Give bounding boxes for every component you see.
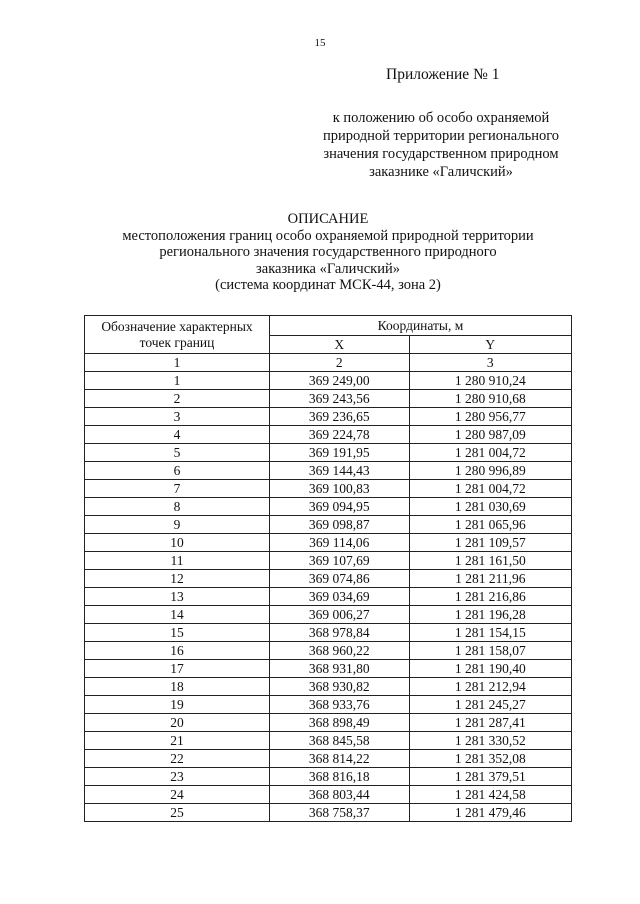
y-coordinate-cell: 1 281 424,58 — [409, 786, 571, 804]
y-coordinate-cell: 1 281 109,57 — [409, 534, 571, 552]
y-coordinate-cell: 1 281 161,50 — [409, 552, 571, 570]
table-row — [85, 660, 572, 678]
y-coordinate-cell: 1 281 216,86 — [409, 588, 571, 606]
table-row — [85, 714, 572, 732]
y-coordinate-cell: 1 281 004,72 — [409, 444, 571, 462]
x-coordinate-cell: 368 814,22 — [270, 750, 410, 768]
numbering-cell: 1 — [85, 354, 270, 372]
y-coordinate-cell: 1 281 379,51 — [409, 768, 571, 786]
x-coordinate-cell: 368 931,80 — [270, 660, 410, 678]
point-number-cell: 15 — [85, 624, 270, 642]
y-coordinate-cell: 1 281 158,07 — [409, 642, 571, 660]
page-number: 15 — [314, 37, 326, 49]
appendix-title: Приложение № 1 — [386, 66, 500, 83]
point-number-cell: 21 — [85, 732, 270, 750]
table-row — [85, 570, 572, 588]
x-coordinate-cell: 369 006,27 — [270, 606, 410, 624]
y-coordinate-cell: 1 281 154,15 — [409, 624, 571, 642]
description-line: (система координат МСК-44, зона 2) — [215, 277, 441, 293]
table-row — [85, 552, 572, 570]
description-line: заказника «Галичский» — [256, 260, 400, 277]
point-number-cell: 19 — [85, 696, 270, 714]
x-coordinate-cell: 369 100,83 — [270, 480, 410, 498]
numbering-cell: 3 — [409, 354, 571, 372]
y-coordinate-cell: 1 280 956,77 — [409, 408, 571, 426]
point-number-cell: 11 — [85, 552, 270, 570]
point-number-cell: 10 — [85, 534, 270, 552]
description-heading: ОПИСАНИЕ — [287, 211, 369, 227]
point-number-cell: 1 — [85, 372, 270, 390]
x-coordinate-cell: 369 236,65 — [270, 408, 410, 426]
coordinates-column-header: Координаты, м — [270, 316, 572, 336]
x-coordinate-cell: 369 191,95 — [270, 444, 410, 462]
point-number-cell: 4 — [85, 426, 270, 444]
point-column-header: Обозначение характерных точек границ — [85, 316, 270, 354]
table-row — [85, 642, 572, 660]
x-coordinate-cell: 368 803,44 — [270, 786, 410, 804]
y-coordinate-cell: 1 281 330,52 — [409, 732, 571, 750]
description-line: регионального значения государственного природного — [159, 244, 497, 260]
point-number-cell: 14 — [85, 606, 270, 624]
point-number-cell: 13 — [85, 588, 270, 606]
table-row — [85, 750, 572, 768]
x-coordinate-cell: 369 074,86 — [270, 570, 410, 588]
table-row — [85, 534, 572, 552]
y-coordinate-cell: 1 281 245,27 — [409, 696, 571, 714]
table-row — [85, 372, 572, 390]
point-number-cell: 7 — [85, 480, 270, 498]
table-row — [85, 732, 572, 750]
point-number-cell: 20 — [85, 714, 270, 732]
table-row — [85, 786, 572, 804]
table-row — [85, 462, 572, 480]
appendix-subtitle-line: к положению об особо охраняемой — [332, 110, 550, 126]
y-coordinate-cell: 1 281 065,96 — [409, 516, 571, 534]
y-coordinate-cell: 1 281 211,96 — [409, 570, 571, 588]
point-number-cell: 2 — [85, 390, 270, 408]
x-coordinate-cell: 369 243,56 — [270, 390, 410, 408]
y-coordinate-cell: 1 280 910,24 — [409, 372, 571, 390]
y-coordinate-cell: 1 280 987,09 — [409, 426, 571, 444]
description-block — [60, 211, 596, 294]
x-coordinate-cell: 369 144,43 — [270, 462, 410, 480]
point-number-cell: 24 — [85, 786, 270, 804]
x-coordinate-cell: 368 930,82 — [270, 678, 410, 696]
x-coordinate-cell: 368 816,18 — [270, 768, 410, 786]
table-row — [85, 498, 572, 516]
table-row — [85, 516, 572, 534]
numbering-cell: 2 — [270, 354, 410, 372]
x-coordinate-cell: 368 845,58 — [270, 732, 410, 750]
point-number-cell: 25 — [85, 804, 270, 822]
table-row — [85, 588, 572, 606]
appendix-subtitle-line: значения государственном природном — [323, 146, 559, 162]
point-number-cell: 18 — [85, 678, 270, 696]
table-row — [85, 426, 572, 444]
x-coordinate-cell: 368 960,22 — [270, 642, 410, 660]
point-number-cell: 8 — [85, 498, 270, 516]
point-number-cell: 9 — [85, 516, 270, 534]
table-row — [85, 444, 572, 462]
table-row — [85, 768, 572, 786]
y-coordinate-cell: 1 280 996,89 — [409, 462, 571, 480]
coordinates-table — [84, 315, 572, 822]
y-coordinate-cell: 1 281 030,69 — [409, 498, 571, 516]
point-number-cell: 3 — [85, 408, 270, 426]
x-coordinate-cell: 369 249,00 — [270, 372, 410, 390]
table-row — [85, 624, 572, 642]
point-number-cell: 12 — [85, 570, 270, 588]
numbering-row — [85, 354, 572, 372]
x-coordinate-cell: 369 224,78 — [270, 426, 410, 444]
x-column-header: X — [270, 336, 410, 354]
y-coordinate-cell: 1 281 196,28 — [409, 606, 571, 624]
point-number-cell: 16 — [85, 642, 270, 660]
y-coordinate-cell: 1 281 287,41 — [409, 714, 571, 732]
table-row — [85, 480, 572, 498]
x-coordinate-cell: 369 114,06 — [270, 534, 410, 552]
x-coordinate-cell: 369 094,95 — [270, 498, 410, 516]
point-number-cell: 22 — [85, 750, 270, 768]
y-coordinate-cell: 1 281 004,72 — [409, 480, 571, 498]
table-row — [85, 678, 572, 696]
y-column-header: Y — [409, 336, 571, 354]
point-number-cell: 23 — [85, 768, 270, 786]
y-coordinate-cell: 1 281 352,08 — [409, 750, 571, 768]
point-number-cell: 5 — [85, 444, 270, 462]
x-coordinate-cell: 368 758,37 — [270, 804, 410, 822]
table-row — [85, 804, 572, 822]
description-line: местоположения границ особо охраняемой природной территории — [122, 227, 534, 244]
x-coordinate-cell: 369 107,69 — [270, 552, 410, 570]
y-coordinate-cell: 1 281 479,46 — [409, 804, 571, 822]
appendix-subtitle — [300, 109, 582, 181]
table-row — [85, 390, 572, 408]
point-number-cell: 17 — [85, 660, 270, 678]
x-coordinate-cell: 368 898,49 — [270, 714, 410, 732]
table-row — [85, 408, 572, 426]
y-coordinate-cell: 1 280 910,68 — [409, 390, 571, 408]
appendix-subtitle-line: заказнике «Галичский» — [369, 164, 513, 180]
y-coordinate-cell: 1 281 212,94 — [409, 678, 571, 696]
x-coordinate-cell: 368 933,76 — [270, 696, 410, 714]
point-number-cell: 6 — [85, 462, 270, 480]
y-coordinate-cell: 1 281 190,40 — [409, 660, 571, 678]
x-coordinate-cell: 369 034,69 — [270, 588, 410, 606]
table-row — [85, 606, 572, 624]
x-coordinate-cell: 368 978,84 — [270, 624, 410, 642]
x-coordinate-cell: 369 098,87 — [270, 516, 410, 534]
table-row — [85, 696, 572, 714]
appendix-subtitle-line: природной территории регионального — [322, 128, 560, 144]
